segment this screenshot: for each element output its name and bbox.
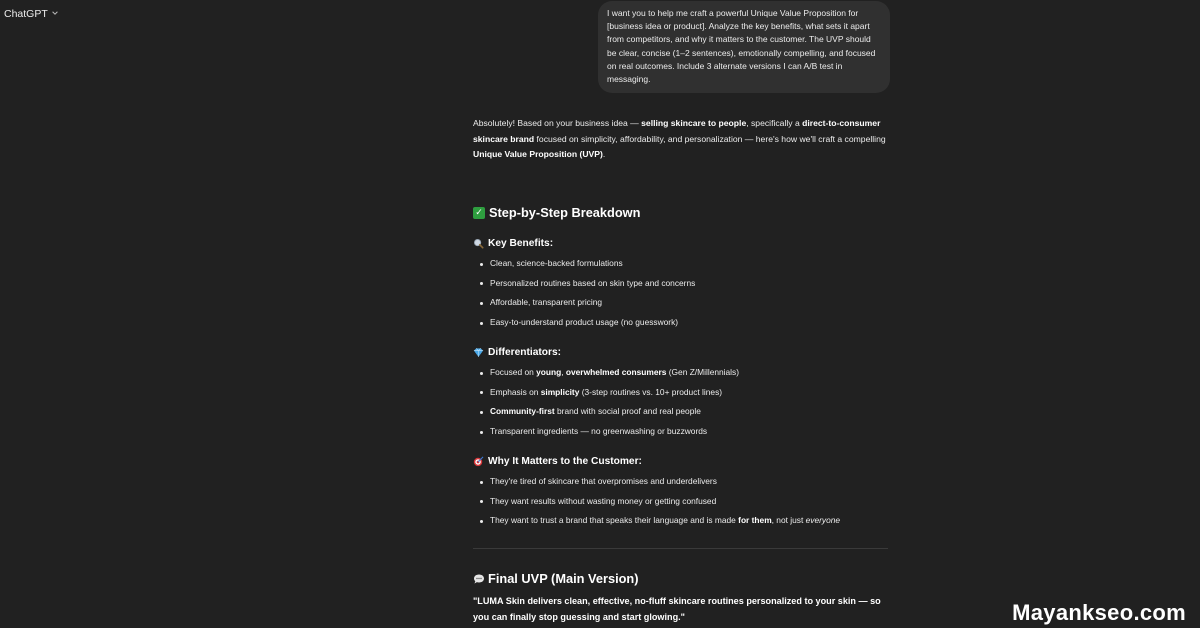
why-matters-list (477, 472, 840, 531)
user-message-bubble (598, 1, 890, 93)
list-item (477, 383, 739, 403)
list-item: They're tired of skincare that overpromises and underdelivers (477, 472, 840, 492)
item-text: brand with social proof and real people (554, 406, 701, 417)
model-selector[interactable] (4, 8, 59, 20)
app-title: ChatGPT (4, 8, 48, 20)
list-item: Personalized routines based on skin type and concerns (477, 274, 695, 294)
final-uvp-heading-text: Final UVP (Main Version) (488, 571, 639, 586)
list-item (477, 511, 840, 531)
dart-target-icon (473, 456, 484, 467)
section-divider (473, 548, 888, 549)
assistant-response (473, 116, 893, 622)
list-item: Easy-to-understand product usage (no guesswork) (477, 313, 695, 333)
intro-text: Absolutely! Based on your business idea — (473, 118, 642, 128)
key-benefits-heading-text: Key Benefits: (488, 238, 554, 249)
list-item: They want results without wasting money or getting confused (477, 492, 840, 512)
speech-bubble-icon (473, 573, 484, 584)
item-bold: for them (738, 515, 772, 526)
user-message-text: I want you to help me craft a powerful Unique Value Proposition for [business idea or product]. Analyze the key benefits, what sets it apart from competitors, and why it matters to the customer. The UVP should be clear, concise (1–2 sentences), emotionally compelling, and focused on real outcomes. Include 3 alternate versions I can A/B test in messaging. (607, 8, 876, 85)
check-mark-icon: ✓ (473, 207, 485, 219)
why-matters-heading (473, 454, 642, 470)
item-bold: Community-first (490, 406, 555, 417)
key-benefits-heading (473, 236, 553, 252)
list-item: Clean, science-backed formulations (477, 254, 695, 274)
differentiators-list (477, 363, 739, 442)
intro-bold: Unique Value Proposition (UVP) (473, 149, 603, 159)
item-text: Emphasis on (490, 386, 541, 397)
list-item (477, 363, 739, 383)
list-item (477, 402, 739, 422)
intro-bold: direct-to-consumer skincare brand (473, 118, 881, 144)
item-text: , not just (771, 515, 806, 526)
intro-text: focused on simplicity, affordability, and personalization — here's how we'll craft a compelling (534, 133, 886, 144)
intro-text: , specifically a (746, 118, 803, 128)
item-bold: young (536, 367, 562, 377)
intro-text: . (602, 149, 606, 159)
breakdown-heading-text: Step-by-Step Breakdown (489, 205, 641, 220)
item-text: (Gen Z/Millennials) (666, 367, 740, 377)
item-text: They want to trust a brand that speaks their language and is made (490, 515, 739, 526)
response-intro (473, 116, 893, 163)
key-benefits-list (477, 254, 695, 333)
watermark: Mayankseo.com (1012, 600, 1186, 625)
why-matters-heading-text: Why It Matters to the Customer: (488, 456, 642, 467)
final-uvp-heading (473, 571, 639, 587)
item-bold: simplicity (540, 386, 580, 397)
differentiators-heading-text: Differentiators: (488, 347, 562, 358)
list-item: Transparent ingredients — no greenwashing or buzzwords (477, 422, 739, 442)
item-text: , (561, 367, 566, 377)
chevron-down-icon (51, 8, 59, 20)
item-bold: overwhelmed consumers (565, 367, 667, 377)
intro-bold: selling skincare to people (641, 118, 747, 128)
magnifying-glass-icon (473, 238, 484, 249)
list-item: Affordable, transparent pricing (477, 293, 695, 313)
breakdown-heading (473, 205, 640, 221)
item-emphasis: everyone (805, 515, 841, 526)
item-text: Focused on (490, 367, 537, 377)
final-uvp-quote: "LUMA Skin delivers clean, effective, no-fluff skincare routines personalized to your skin — so you can finally stop guessing and start glowing." (473, 596, 881, 622)
item-text: (3-step routines vs. 10+ product lines) (579, 386, 723, 397)
differentiators-heading (473, 345, 561, 361)
gem-icon (473, 347, 484, 358)
